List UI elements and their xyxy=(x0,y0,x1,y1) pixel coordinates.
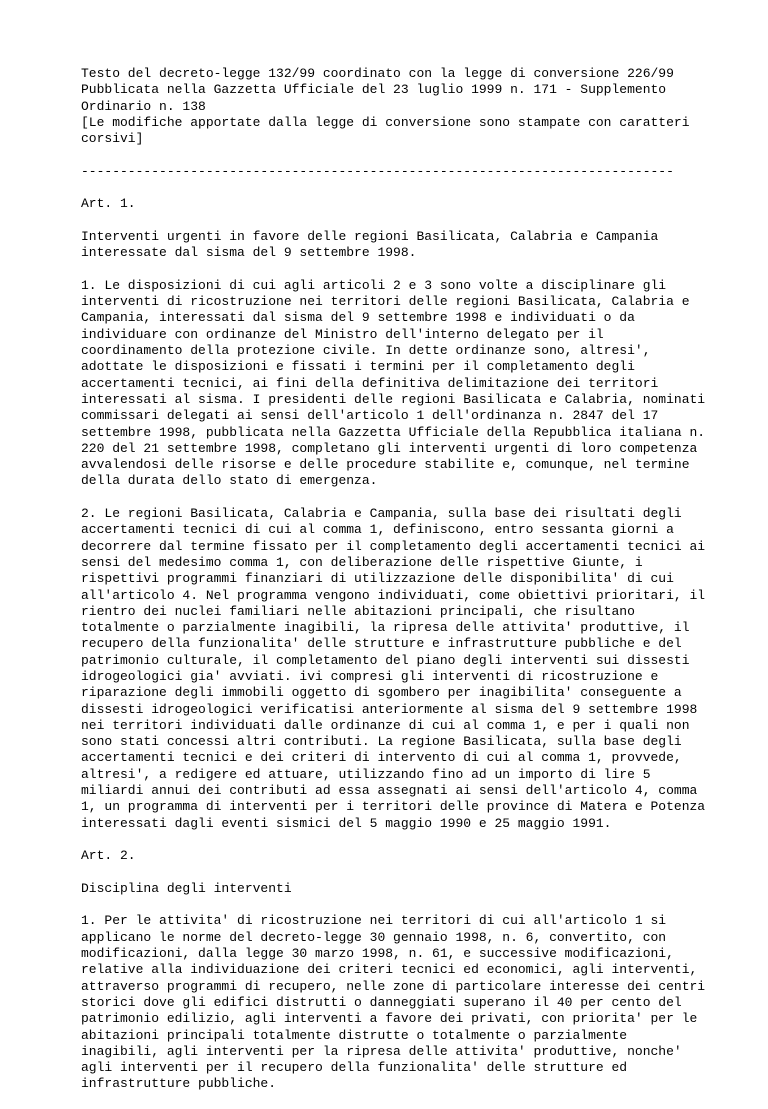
article-1-title: Interventi urgenti in favore delle regioni Basilicata, Calabria e Campania interessate dal sisma del 9 settembre 1998. xyxy=(81,228,659,261)
document-body xyxy=(81,66,711,1109)
article-1-heading: Art. 1. xyxy=(81,196,136,212)
article-2-heading: Art. 2. xyxy=(81,848,136,864)
article-1-paragraph-1: 1. Le disposizioni di cui agli articoli 2 e 3 sono volte a disciplinare gli interventi di ricostruzione nei territori delle regioni Basilicata, Calabria e Campania, interessati dal sisma del 9 settembre 1998 e individuati o da individuare con ordinanze del Ministro dell'interno delegato per il coordinamento della protezione civile. In dette ordinanze sono, altresi', adottate le disposizioni e fissati i termini per il completamento degli accertamenti tecnici, ai fini della definitiva delimitazione dei territori interessati al sisma. I presidenti delle regioni Basilicata e Calabria, nominati commissari delegati ai sensi dell'articolo 1 dell'ordinanza n. 2847 del 17 settembre 1998, pubblicata nella Gazzetta Ufficiale della Repubblica italiana n. 220 del 21 settembre 1998, completano gli interventi urgenti di loro competenza avvalendosi delle risorse e delle procedure stabilite e, comunque, nel termine della durata dello stato di emergenza. xyxy=(81,277,706,489)
article-1-paragraph-2: 2. Le regioni Basilicata, Calabria e Campania, sulla base dei risultati degli accertamenti tecnici di cui al comma 1, definiscono, entro sessanta giorni a decorrere dal termine fissato per il completamento degli accertamenti tecnici ai sensi del medesimo comma 1, con deliberazione delle rispettive Giunte, i rispettivi programmi finanziari di utilizzazione delle disponibilita' di cui all'articolo 4. Nel programma vengono individuati, come obiettivi prioritari, il rientro dei nuclei familiari nelle abitazioni principali, che risultano totalmente o parzialmente inagibili, la ripresa delle attivita' produttive, il recupero della funzionalita' delle strutture e infrastrutture pubbliche e del patrimonio culturale, il completamento del piano degli interventi sui dissesti idrogeologici gia' avviati. ivi compresi gli interventi di ricostruzione e riparazione degli immobili oggetto di sgombero per inagibilita' conseguente a dissesti idrogeologici verificatisi anteriormente al sisma del 9 settembre 1998 nei territori individuati dalle ordinanze di cui al comma 1, e per i quali non sono stati concessi altri contributi. La regione Basilicata, sulla base degli accertamenti tecnici e dei criteri di intervento di cui al comma 1, provvede, altresi', a redigere ed attuare, utilizzando fino ad un importo di lire 5 miliardi annui dei contributi ad essa assegnati ai sensi dell'articolo 4, comma 1, un programma di interventi per i territori delle province di Matera e Potenza interessati dagli eventi sismici del 5 maggio 1990 e 25 maggio 1991. xyxy=(81,506,706,831)
separator-line: ---------------------------------------------------------------------------- xyxy=(81,163,674,179)
document-header: Testo del decreto-legge 132/99 coordinato con la legge di conversione 226/99 Pubblicata nella Gazzetta Ufficiale del 23 luglio 1999 n. 171 - Supplemento Ordinario n. 138 [Le modifiche apportate dalla legge di conversione sono stampate con caratteri corsivi] xyxy=(81,66,690,147)
article-2-paragraph-1: 1. Per le attivita' di ricostruzione nei territori di cui all'articolo 1 si applicano le norme del decreto-legge 30 gennaio 1998, n. 6, convertito, con modificazioni, dalla legge 30 marzo 1998, n. 61, e successive modificazioni, relative alla individuazione dei criteri tecnici ed economici, agli interventi, attraverso programmi di recupero, nelle zone di particolare interesse dei centri storici dove gli edifici distrutti o danneggiati superano il 40 per cento del patrimonio edilizio, agli interventi a favore dei privati, con priorita' per le abitazioni principali totalmente distrutte o totalmente o parzialmente inagibili, agli interventi per la ripresa delle attivita' produttive, nonche' agli interventi per il recupero della funzionalita' delle strutture ed infrastrutture pubbliche. xyxy=(81,913,706,1092)
article-2-title: Disciplina degli interventi xyxy=(81,880,292,896)
